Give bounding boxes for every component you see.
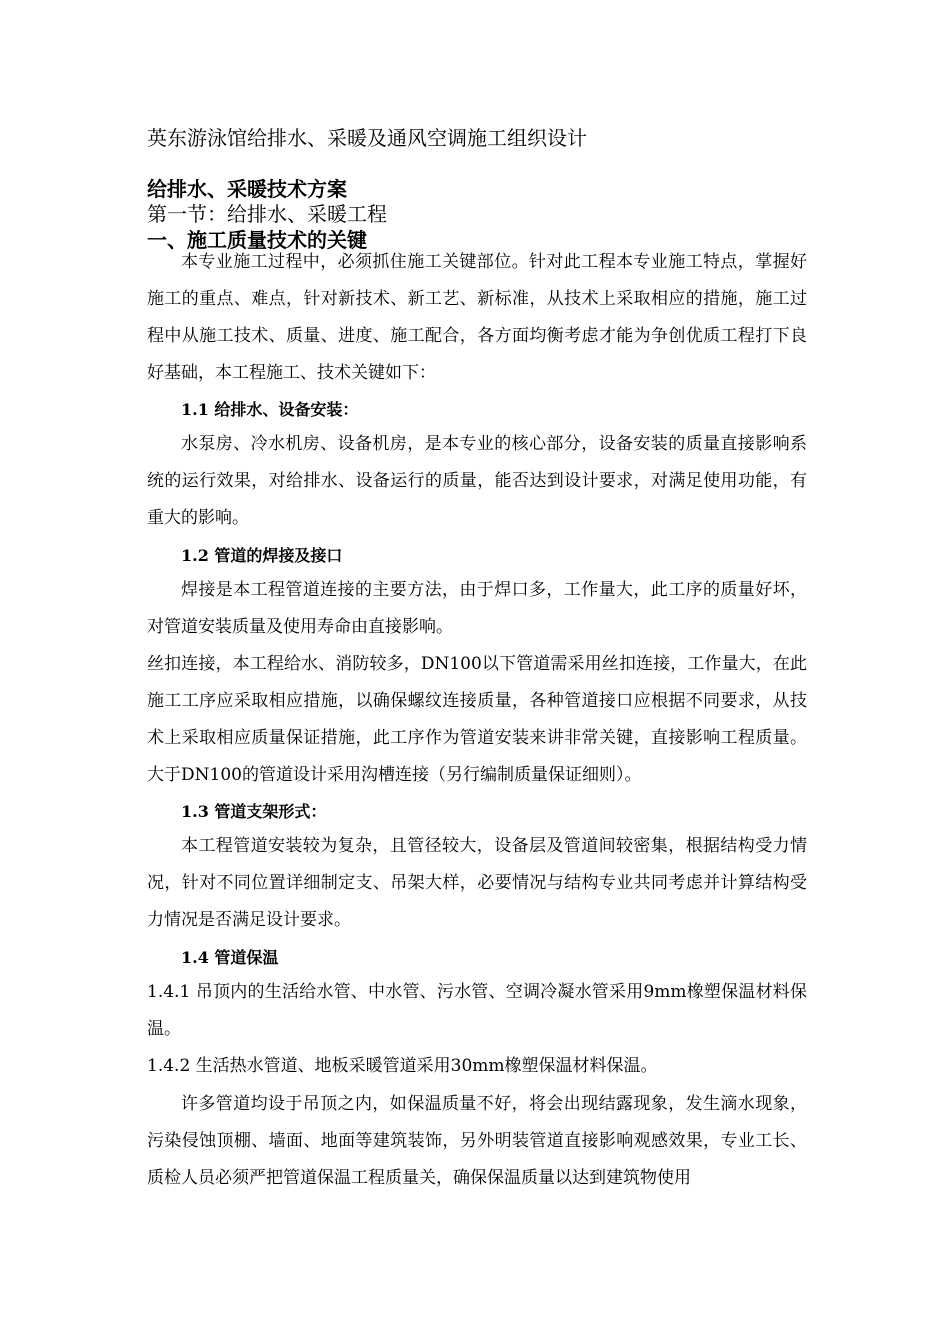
- subsection-1-2-heading: 1.2 管道的焊接及接口: [181, 546, 343, 565]
- part-heading: 一、施工质量技术的关键: [147, 228, 367, 252]
- subsection-1-3-paragraph: 本工程管道安装较为复杂，且管径较大，设备层及管道间较密集，根据结构受力情况，针对不同位置详细制定支、吊架大样，必要情况与结构专业共同考虑并计算结构受力情况是否满足设计要求。: [147, 836, 807, 930]
- document-title: 英东游泳馆给排水、采暖及通风空调施工组织设计: [147, 126, 587, 150]
- subsection-1-1-paragraph: 水泵房、冷水机房、设备机房，是本专业的核心部分，设备安装的质量直接影响系统的运行效果，对给排水、设备运行的质量，能否达到设计要求，对满足使用功能，有重大的影响。: [147, 434, 807, 528]
- subsection-1-4-item-2: 1.4.2 生活热水管道、地板采暖管道采用30mm橡塑保温材料保温。: [147, 1056, 658, 1076]
- subsection-1-4-item-1: 1.4.1 吊顶内的生活给水管、中水管、污水管、空调冷凝水管采用9mm橡塑保温材料保温。: [147, 982, 807, 1039]
- intro-paragraph: 本专业施工过程中，必须抓住施工关键部位。针对此工程本专业施工特点，掌握好施工的重点、难点，针对新技术、新工艺、新标准，从技术上采取相应的措施，施工过程中从施工技术、质量、进度、施工配合，各方面均衡考虑才能为争创优质工程打下良好基础，本工程施工、技术关键如下：: [147, 252, 807, 383]
- subsection-1-1-heading: 1.1 给排水、设备安装：: [181, 400, 359, 419]
- subsection-1-3-heading: 1.3 管道支架形式：: [181, 802, 327, 821]
- subsection-1-2-paragraph: 焊接是本工程管道连接的主要方法，由于焊口多，工作量大，此工序的质量好坏，对管道安装质量及使用寿命由直接影响。: [147, 580, 807, 637]
- subsection-1-4-heading: 1.4 管道保温: [181, 948, 279, 967]
- subsection-1-2-paragraph-threaded: 丝扣连接，本工程给水、消防较多，DN100以下管道需采用丝扣连接，工作量大，在此施工工序应采取相应措施，以确保螺纹连接质量，各种管道接口应根据不同要求，从技术上采取相应质量保证措施，此工序作为管道安装来讲非常关键，直接影响工程质量。大于DN100的管道设计采用沟槽连接（另行编制质量保证细则）。: [147, 654, 807, 785]
- plan-heading: 给排水、采暖技术方案: [147, 177, 347, 201]
- subsection-1-4-paragraph: 许多管道均设于吊顶之内，如保温质量不好，将会出现结露现象，发生滴水现象，污染侵蚀顶棚、墙面、地面等建筑装饰，另外明装管道直接影响观感效果，专业工长、质检人员必须严把管道保温工程质量关，确保保温质量以达到建筑物使用: [147, 1094, 807, 1188]
- section-heading: 第一节：给排水、采暖工程: [147, 202, 387, 226]
